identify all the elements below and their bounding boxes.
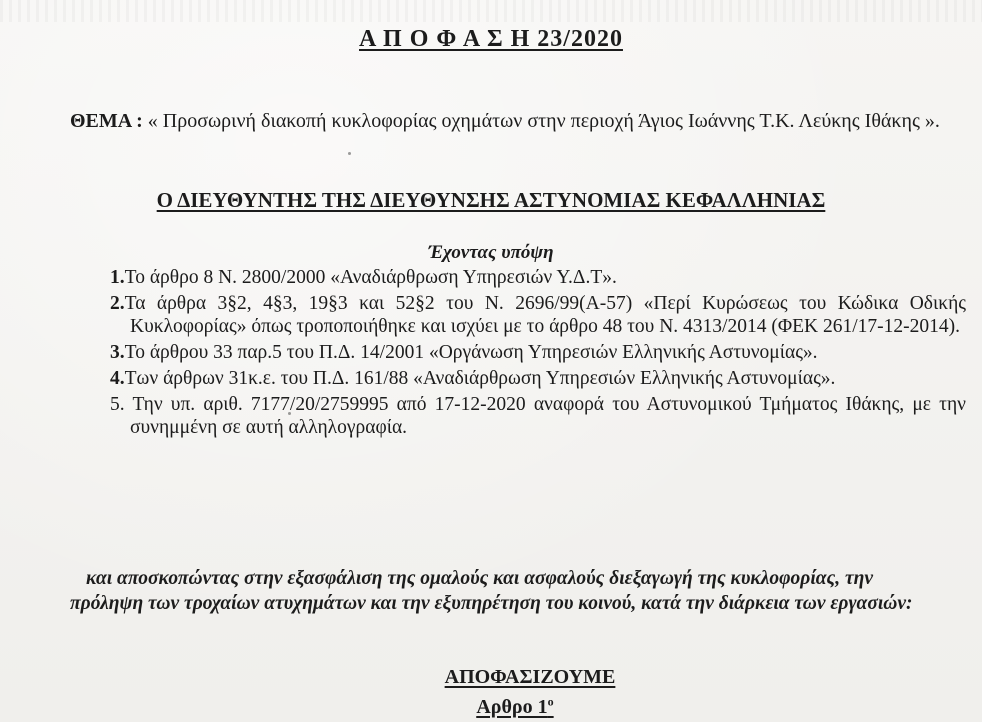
consideration-item: 3.Το άρθρου 33 παρ.5 του Π.Δ. 14/2001 «Οργάνωση Υπηρεσιών Ελληνικής Αστυνομίας». [110, 342, 818, 363]
subject-label: ΘΕΜΑ : [70, 110, 143, 132]
subject-text: « Προσωρινή διακοπή κυκλοφορίας οχημάτων στην περιοχή Άγιος Ιωάννης Τ.Κ. Λεύκης Ιθάκης ». [142, 110, 940, 132]
intent-paragraph: και αποσκοπώντας στην εξασφάλιση της ομαλούς και ασφαλούς διεξαγωγή της κυκλοφορίας, την πρόληψη των τροχαίων ατυχημάτων και την εξυπηρέτηση του κοινού, κατά την διάρκεια των εργασιών: [70, 568, 913, 614]
director-heading: Ο ΔΙΕΥΘΥΝΤΗΣ ΤΗΣ ΔΙΕΥΘΥΝΣΗΣ ΑΣΤΥΝΟΜΙΑΣ ΚΕΦΑΛΛΗΝΙΑΣ [156, 188, 826, 212]
decision-heading: ΑΠΟΦΑΣΙΖΟΥΜΕ [444, 666, 616, 688]
decision-title: Α Π Ο Φ Α Σ Η 23/2020 [359, 26, 623, 52]
article-superscript: ο [547, 694, 554, 708]
subject-paragraph [70, 108, 950, 135]
consideration-item: 1.Το άρθρο 8 Ν. 2800/2000 «Αναδιάρθρωση Υπηρεσιών Υ.Δ.Τ». [110, 267, 617, 288]
consideration-item: 2.Τα άρθρα 3§2, 4§3, 19§3 και 52§2 του Ν. 2696/99(Α-57) «Περί Κυρώσεως του Κώδικα Οδικής Κυκλοφορίας» όπως τροποποιήθηκε και ισχύει με το άρθρο 48 του Ν. 4313/2014 (ΦΕΚ 261/17-12-2014). [110, 293, 966, 337]
considering-heading: Έχοντας υπόψη [428, 242, 554, 263]
scan-bleed-through [0, 0, 982, 22]
scan-speck [288, 412, 291, 415]
article-heading [0, 694, 982, 719]
consideration-item: 4.Των άρθρων 31κ.ε. του Π.Δ. 161/88 «Αναδιάρθρωση Υπηρεσιών Ελληνικής Αστυνομίας». [110, 368, 836, 389]
scan-speck [348, 152, 351, 155]
consideration-item: 5. Την υπ. αριθ. 7177/20/2759995 από 17-12-2020 αναφορά του Αστυνομικού Τμήματος Ιθάκης, με την συνημμένη σε αυτή αλληλογραφία. [110, 394, 966, 438]
considerations-list [110, 266, 966, 442]
article-heading-text: Αρθρο $1^o$ [476, 694, 554, 718]
